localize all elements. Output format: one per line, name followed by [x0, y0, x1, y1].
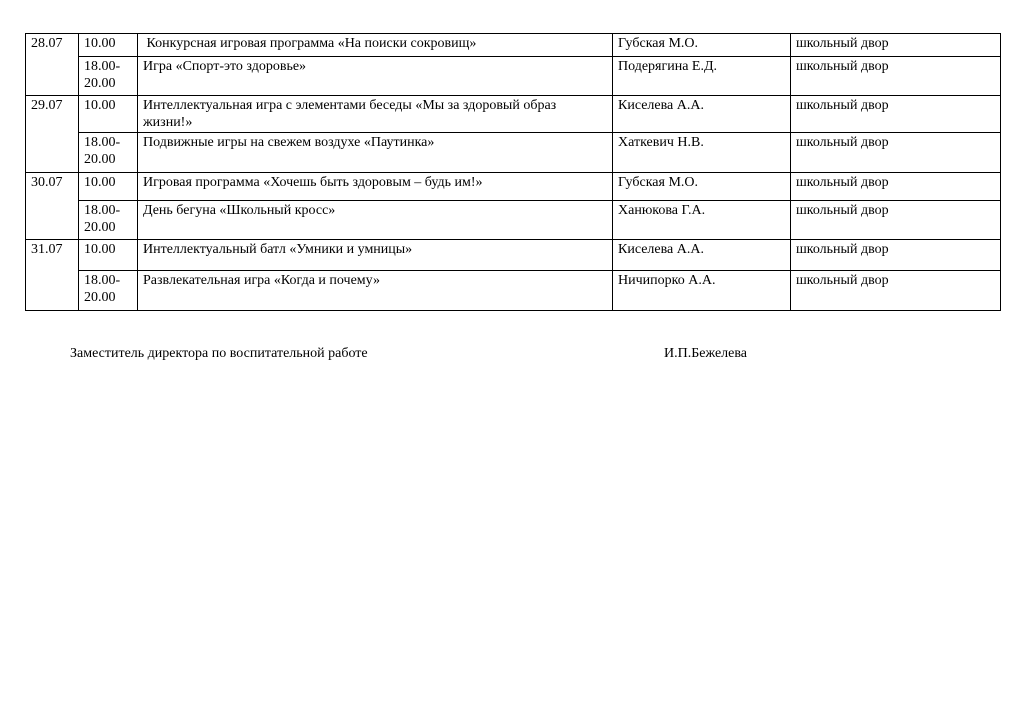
date-cell: 31.07	[26, 240, 79, 311]
responsible-cell: Киселева А.А.	[613, 240, 791, 271]
event-cell: Игра «Спорт-это здоровье»	[138, 57, 613, 96]
event-cell: День бегуна «Школьный кросс»	[138, 201, 613, 240]
responsible-cell: Подерягина Е.Д.	[613, 57, 791, 96]
table-row	[26, 57, 1001, 96]
place-cell: школьный двор	[791, 173, 1001, 201]
date-cell: 28.07	[26, 34, 79, 96]
table-row	[26, 133, 1001, 173]
table-row	[26, 240, 1001, 271]
schedule-table	[25, 33, 1001, 311]
table-row	[26, 201, 1001, 240]
table-row	[26, 173, 1001, 201]
place-cell: школьный двор	[791, 96, 1001, 133]
time-cell: 10.00	[79, 173, 138, 201]
event-cell: Интеллектуальная игра с элементами беседы «Мы за здоровый образ жизни!»	[138, 96, 613, 133]
event-cell: Развлекательная игра «Когда и почему»	[138, 271, 613, 311]
time-cell: 18.00-20.00	[79, 201, 138, 240]
responsible-cell: Хаткевич Н.В.	[613, 133, 791, 173]
event-cell: Интеллектуальный батл «Умники и умницы»	[138, 240, 613, 271]
date-cell: 30.07	[26, 173, 79, 240]
place-cell: школьный двор	[791, 57, 1001, 96]
signature-position: Заместитель директора по воспитательной работе	[70, 346, 368, 361]
place-cell: школьный двор	[791, 201, 1001, 240]
responsible-cell: Ничипорко А.А.	[613, 271, 791, 311]
place-cell: школьный двор	[791, 240, 1001, 271]
time-cell: 10.00	[79, 34, 138, 57]
event-cell: Подвижные игры на свежем воздухе «Паутинка»	[138, 133, 613, 173]
event-cell: Игровая программа «Хочешь быть здоровым – будь им!»	[138, 173, 613, 201]
signatory-name: И.П.Бежелева	[664, 346, 748, 361]
responsible-cell: Губская М.О.	[613, 34, 791, 57]
date-cell: 29.07	[26, 96, 79, 173]
place-cell: школьный двор	[791, 34, 1001, 57]
time-cell: 10.00	[79, 240, 138, 271]
time-cell: 10.00	[79, 96, 138, 133]
place-cell: школьный двор	[791, 133, 1001, 173]
table-row	[26, 271, 1001, 311]
responsible-cell: Губская М.О.	[613, 173, 791, 201]
table-row	[26, 34, 1001, 57]
event-cell: Конкурсная игровая программа «На поиски сокровищ»	[138, 34, 613, 57]
time-cell: 18.00-20.00	[79, 271, 138, 311]
place-cell: школьный двор	[791, 271, 1001, 311]
responsible-cell: Ханюкова Г.А.	[613, 201, 791, 240]
time-cell: 18.00-20.00	[79, 133, 138, 173]
time-cell: 18.00-20.00	[79, 57, 138, 96]
table-row	[26, 96, 1001, 133]
responsible-cell: Киселева А.А.	[613, 96, 791, 133]
